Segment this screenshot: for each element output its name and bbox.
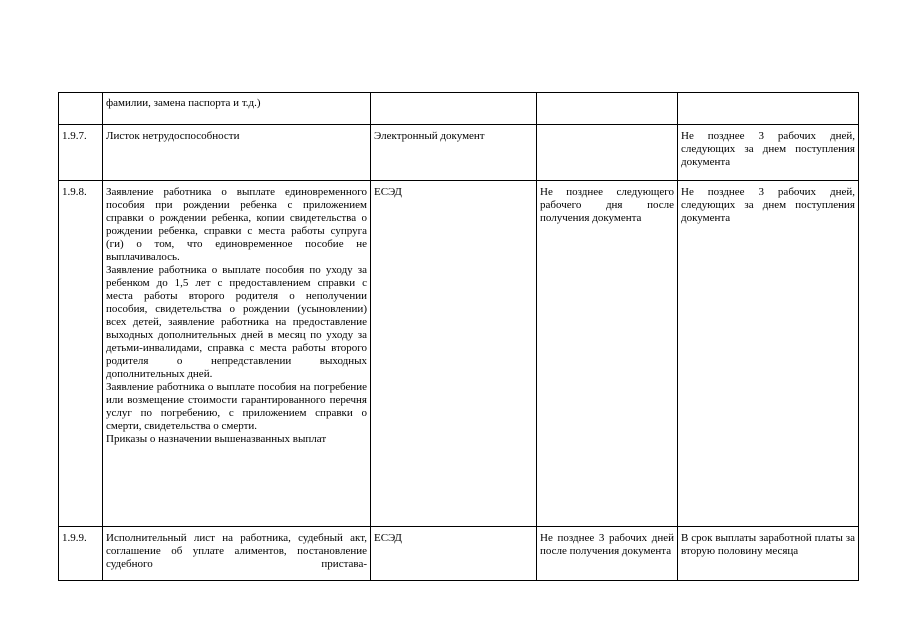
process-deadline-cell	[678, 125, 859, 181]
receive-deadline-text: Не позднее 3 рабочих дней после получения документа	[540, 532, 674, 557]
row-number: 1.9.8.	[59, 181, 103, 527]
table-row	[59, 527, 859, 581]
document-name-paragraph: Заявление работника о выплате единовременного пособия при рождении ребенка с приложением справки о рождении ребенка, копии свидетельства о рождении ребенка, справки с места работы супруга (ги) о том, что единовременное пособие не выплачивалось.	[106, 186, 367, 263]
process-deadline-cell	[678, 181, 859, 527]
document-name-cell	[103, 181, 371, 527]
receive-deadline-cell	[537, 125, 678, 181]
process-deadline-text: Не позднее 3 рабочих дней, следующих за днем поступления документа	[681, 186, 855, 224]
receive-deadline-cell	[537, 181, 678, 527]
table-row	[59, 181, 859, 527]
document-form-cell: ЕСЭД	[371, 527, 537, 581]
document-name-cell	[103, 527, 371, 581]
document-name-paragraph: Исполнительный лист на работника, судебный акт, соглашение об уплате алиментов, постановление судебного пристава-	[106, 532, 367, 570]
row-number: 1.9.7.	[59, 125, 103, 181]
receive-deadline-cell	[537, 93, 678, 125]
document-name-paragraph: фамилии, замена паспорта и т.д.)	[106, 97, 261, 109]
document-name-paragraph: Заявление работника о выплате пособия по уходу за ребенком до 1,5 лет с предоставлением справки с места работы второго родителя о неполучении пособия, свидетельства о рождении (усыновлении) всех детей, заявление работника на предоставление выходных дополнительных дней в месяц по уходу за детьми-инвалидами, справка с места работы второго родителя о непредставлении выходных дополнительных дней.	[106, 264, 367, 380]
table-row	[59, 93, 859, 125]
table-row	[59, 125, 859, 181]
document-table	[58, 92, 859, 581]
document-form-cell: Электронный документ	[371, 125, 537, 181]
document-name-cell	[103, 125, 371, 181]
row-number: 1.9.9.	[59, 527, 103, 581]
receive-deadline-text: Не позднее следующего рабочего дня после получения документа	[540, 186, 674, 224]
document-name-paragraph: Заявление работника о выплате пособия на погребение или возмещение стоимости гарантированного перечня услуг по погребению, с приложением справки о смерти, свидетельства о смерти.	[106, 381, 367, 432]
process-deadline-cell	[678, 93, 859, 125]
process-deadline-text: Не позднее 3 рабочих дней, следующих за днем поступления документа	[681, 130, 855, 168]
document-form-cell	[371, 93, 537, 125]
receive-deadline-cell	[537, 527, 678, 581]
row-number	[59, 93, 103, 125]
document-name-paragraph: Листок нетрудоспособности	[106, 130, 240, 142]
document-name-paragraph: Приказы о назначении вышеназванных выплат	[106, 433, 327, 445]
process-deadline-text: В срок выплаты заработной платы за вторую половину месяца	[681, 532, 855, 557]
document-name-cell	[103, 93, 371, 125]
process-deadline-cell	[678, 527, 859, 581]
document-form-cell: ЕСЭД	[371, 181, 537, 527]
